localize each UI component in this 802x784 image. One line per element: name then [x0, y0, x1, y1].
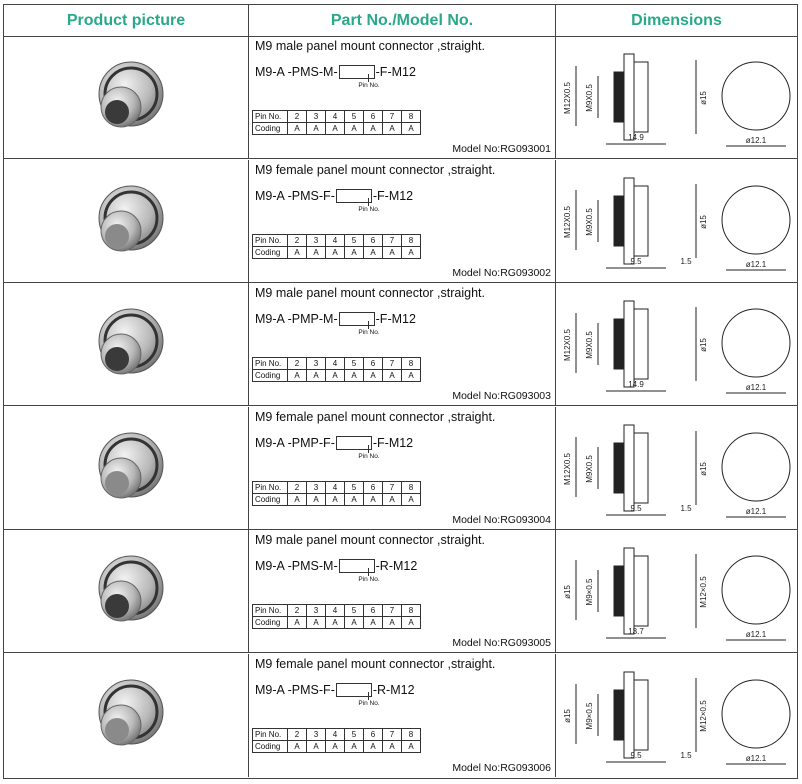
dim-label-c: ø15	[699, 214, 708, 229]
dim-label-b: M9X0.5	[585, 84, 594, 112]
coding-cell: A	[326, 617, 345, 629]
pin-row	[253, 728, 421, 740]
part-code-suffix: -R-M12	[375, 559, 418, 573]
part-code	[255, 559, 417, 573]
connector-image	[81, 176, 171, 266]
product-picture-cell	[4, 407, 249, 529]
table-header	[4, 5, 797, 37]
pin-cell: 8	[402, 481, 421, 493]
part-code	[255, 312, 416, 326]
pin-coding-table	[252, 728, 421, 753]
pin-cell: 2	[288, 111, 307, 123]
dim-label-f: ø12.1	[745, 383, 767, 392]
dim-label-c: ø15	[699, 91, 708, 105]
pin-number-box	[336, 189, 372, 203]
dim-label-f: ø12.1	[745, 259, 767, 269]
pin-row	[253, 111, 421, 123]
pin-coding-table	[252, 604, 421, 629]
connector-image	[81, 546, 171, 636]
coding-cell: A	[364, 617, 383, 629]
coding-cell: A	[288, 370, 307, 382]
pin-cell: 4	[326, 728, 345, 740]
coding-cell: A	[345, 493, 364, 505]
coding-cell: Coding	[253, 740, 288, 752]
pin-cell: 6	[364, 234, 383, 246]
coding-cell: A	[402, 740, 421, 752]
coding-cell: A	[307, 246, 326, 258]
table-row	[4, 36, 797, 159]
dim-label-a: M12X0.5	[563, 452, 572, 485]
header-product-picture: Product picture	[4, 5, 249, 36]
pin-cell: 6	[364, 111, 383, 123]
pin-number-box	[339, 312, 375, 326]
dim-label-a: ø15	[563, 585, 572, 599]
dim-label-b: M9X0.5	[585, 207, 594, 236]
table-row	[4, 407, 797, 530]
header-dimensions: Dimensions	[631, 11, 722, 29]
table-row	[4, 654, 797, 777]
product-picture-cell	[4, 530, 249, 652]
dim-label-a: ø15	[563, 708, 572, 723]
coding-cell: A	[402, 370, 421, 382]
pin-cell: 4	[326, 358, 345, 370]
pin-no-label: Pin No.	[349, 453, 389, 460]
coding-cell: A	[288, 246, 307, 258]
product-title: M9 male panel mount connector ,straight.	[255, 39, 485, 53]
pin-cell: 5	[345, 605, 364, 617]
coding-cell: A	[402, 617, 421, 629]
coding-cell: A	[326, 123, 345, 135]
pin-cell: 5	[345, 111, 364, 123]
dimension-drawing	[556, 654, 800, 776]
dim-label-d: 14.9	[628, 133, 644, 142]
model-number: Model No:RG093002	[452, 266, 551, 279]
coding-cell: A	[288, 740, 307, 752]
pin-cell: 4	[326, 605, 345, 617]
dim-label-a: M12X0.5	[563, 328, 572, 362]
pin-row	[253, 481, 421, 493]
part-code-suffix: -F-M12	[372, 188, 414, 203]
pin-cell: Pin No.	[253, 481, 288, 493]
connector-image	[81, 299, 171, 389]
pin-cell: 7	[383, 358, 402, 370]
dim-label-b: M9X0.5	[585, 331, 594, 359]
coding-cell: A	[364, 123, 383, 135]
model-number: Model No:RG093005	[452, 637, 551, 649]
part-code-suffix: -F-M12	[375, 65, 416, 79]
table-row	[4, 530, 797, 653]
pin-cell: 3	[307, 728, 326, 740]
coding-cell: A	[364, 246, 383, 258]
part-code-prefix: M9-A -PMS-F-	[255, 682, 335, 697]
part-code-prefix: M9-A -PMS-M-	[255, 559, 338, 573]
dim-label-c: ø15	[699, 461, 708, 476]
coding-cell: A	[383, 740, 402, 752]
part-code-prefix: M9-A -PMP-F-	[255, 435, 335, 450]
pin-cell: Pin No.	[253, 728, 288, 740]
coding-cell: Coding	[253, 370, 288, 382]
coding-row	[253, 370, 421, 382]
model-number: Model No:RG093003	[452, 390, 551, 402]
product-title: M9 female panel mount connector ,straight.	[255, 656, 496, 671]
pin-cell: 7	[383, 111, 402, 123]
coding-row	[253, 123, 421, 135]
coding-cell: A	[402, 246, 421, 258]
dimensions-cell	[556, 654, 797, 777]
product-title: M9 male panel mount connector ,straight.	[255, 286, 485, 300]
coding-cell: A	[383, 617, 402, 629]
dim-label-f: ø12.1	[745, 136, 767, 145]
coding-cell: A	[288, 493, 307, 505]
pin-row	[253, 605, 421, 617]
part-code-suffix: -R-M12	[372, 682, 415, 697]
pin-cell: 7	[383, 728, 402, 740]
pin-no-label: Pin No.	[349, 82, 389, 89]
pin-cell: 4	[326, 481, 345, 493]
product-picture-cell	[4, 283, 249, 405]
dim-label-e: 1.5	[680, 256, 692, 266]
coding-cell: A	[402, 493, 421, 505]
connector-image	[81, 52, 171, 142]
part-code-prefix: M9-A -PMS-M-	[255, 65, 338, 79]
dim-label-b: M9×0.5	[585, 578, 594, 606]
dimensions-cell	[556, 283, 797, 405]
pin-cell: 8	[402, 358, 421, 370]
part-code-prefix: M9-A -PMP-M-	[255, 312, 338, 326]
part-code-suffix: -F-M12	[372, 435, 414, 450]
model-number: Model No:RG093001	[452, 143, 551, 155]
dimensions-cell	[556, 530, 797, 652]
coding-row	[253, 246, 421, 258]
coding-cell: A	[345, 123, 364, 135]
dimension-drawing	[556, 160, 800, 282]
part-code-prefix: M9-A -PMS-F-	[255, 188, 335, 203]
part-number-cell	[249, 530, 556, 652]
coding-cell: A	[326, 740, 345, 752]
dimension-drawing	[556, 36, 800, 158]
pin-cell: 3	[307, 358, 326, 370]
pin-coding-table	[252, 481, 421, 506]
pin-cell: 2	[288, 481, 307, 493]
coding-cell: Coding	[253, 246, 288, 258]
coding-row	[253, 493, 421, 505]
coding-cell: A	[307, 740, 326, 752]
pin-cell: 8	[402, 605, 421, 617]
coding-cell: A	[383, 246, 402, 258]
dim-label-f: ø12.1	[745, 753, 767, 763]
coding-cell: A	[364, 740, 383, 752]
dim-label-c: M12×0.5	[699, 576, 708, 608]
pin-row	[253, 234, 421, 246]
dim-label-e: 1.5	[680, 503, 692, 513]
pin-coding-table	[252, 234, 421, 259]
coding-cell: A	[402, 123, 421, 135]
pin-coding-table	[252, 357, 421, 382]
dim-label-d: 9.5	[630, 256, 642, 266]
part-code	[255, 436, 413, 450]
dimension-drawing	[556, 407, 800, 529]
pin-number-box	[339, 65, 375, 79]
table-row	[4, 160, 797, 283]
part-code	[255, 683, 415, 697]
part-code	[255, 65, 416, 79]
pin-number-box	[339, 559, 375, 573]
coding-cell: A	[288, 123, 307, 135]
dim-label-f: ø12.1	[745, 630, 767, 639]
header-part-no: Part No./Model No.	[249, 5, 556, 36]
dimensions-cell	[556, 160, 797, 282]
product-title: M9 female panel mount connector ,straight.	[255, 409, 496, 424]
pin-cell: 5	[345, 481, 364, 493]
coding-cell: A	[307, 123, 326, 135]
pin-cell: Pin No.	[253, 358, 288, 370]
pin-cell: 3	[307, 234, 326, 246]
coding-cell: Coding	[253, 493, 288, 505]
pin-cell: 6	[364, 358, 383, 370]
connector-image	[81, 423, 171, 513]
dim-label-a: M12X0.5	[563, 205, 572, 238]
product-title: M9 male panel mount connector ,straight.	[255, 533, 485, 547]
coding-cell: A	[288, 617, 307, 629]
pin-cell: 5	[345, 728, 364, 740]
coding-cell: A	[383, 123, 402, 135]
pin-no-label: Pin No.	[349, 329, 389, 336]
table-row	[4, 283, 797, 406]
model-number: Model No:RG093004	[452, 513, 551, 526]
pin-cell: 2	[288, 605, 307, 617]
coding-cell: A	[326, 246, 345, 258]
coding-cell: A	[364, 493, 383, 505]
dim-label-a: M12X0.5	[563, 81, 572, 115]
part-code-suffix: -F-M12	[375, 312, 416, 326]
pin-cell: Pin No.	[253, 605, 288, 617]
pin-cell: 7	[383, 605, 402, 617]
dim-label-b: M9×0.5	[585, 702, 594, 729]
product-picture-cell	[4, 160, 249, 282]
table-body	[4, 36, 797, 778]
pin-no-label: Pin No.	[349, 700, 389, 707]
coding-cell: A	[326, 370, 345, 382]
coding-cell: A	[364, 370, 383, 382]
dim-label-d: 13.7	[628, 627, 644, 636]
dim-label-d: 9.5	[630, 503, 642, 513]
pin-no-label: Pin No.	[349, 206, 389, 213]
coding-cell: Coding	[253, 123, 288, 135]
catalog-table	[3, 4, 798, 779]
coding-cell: A	[345, 370, 364, 382]
dim-label-e: 1.5	[680, 750, 692, 760]
dimensions-cell	[556, 407, 797, 529]
pin-cell: 3	[307, 111, 326, 123]
pin-cell: 7	[383, 234, 402, 246]
pin-number-box	[336, 436, 372, 450]
coding-row	[253, 740, 421, 752]
product-picture-cell	[4, 654, 249, 777]
dim-label-b: M9X0.5	[585, 454, 594, 483]
model-number: Model No:RG093006	[452, 761, 551, 774]
pin-cell: 2	[288, 234, 307, 246]
pin-row	[253, 358, 421, 370]
pin-no-label: Pin No.	[349, 576, 389, 583]
coding-cell: A	[307, 493, 326, 505]
part-code	[255, 189, 413, 203]
pin-cell: 4	[326, 234, 345, 246]
pin-cell: 8	[402, 111, 421, 123]
pin-cell: 8	[402, 728, 421, 740]
dim-label-d: 9.5	[630, 750, 642, 760]
dim-label-d: 14.9	[628, 380, 644, 389]
coding-cell: A	[307, 370, 326, 382]
part-number-cell	[249, 36, 556, 158]
dimensions-cell	[556, 36, 797, 158]
pin-cell: 2	[288, 728, 307, 740]
coding-row	[253, 617, 421, 629]
coding-cell: A	[345, 246, 364, 258]
pin-cell: 3	[307, 481, 326, 493]
pin-cell: 7	[383, 481, 402, 493]
connector-image	[81, 670, 171, 760]
part-number-cell	[249, 654, 556, 777]
coding-cell: A	[345, 617, 364, 629]
pin-coding-table	[252, 110, 421, 135]
coding-cell: A	[307, 617, 326, 629]
dim-label-c: M12×0.5	[699, 699, 708, 732]
pin-cell: 2	[288, 358, 307, 370]
coding-cell: A	[326, 493, 345, 505]
pin-number-box	[336, 683, 372, 697]
pin-cell: Pin No.	[253, 234, 288, 246]
coding-cell: Coding	[253, 617, 288, 629]
dimension-drawing	[556, 283, 800, 405]
pin-cell: 3	[307, 605, 326, 617]
dim-label-f: ø12.1	[745, 506, 767, 516]
pin-cell: 6	[364, 481, 383, 493]
part-number-cell	[249, 160, 556, 282]
pin-cell: 4	[326, 111, 345, 123]
pin-cell: 8	[402, 234, 421, 246]
product-title: M9 female panel mount connector ,straight.	[255, 162, 496, 177]
pin-cell: 5	[345, 358, 364, 370]
part-number-cell	[249, 283, 556, 405]
dim-label-c: ø15	[699, 338, 708, 352]
pin-cell: 6	[364, 728, 383, 740]
coding-cell: A	[383, 493, 402, 505]
product-picture-cell	[4, 36, 249, 158]
dimension-drawing	[556, 530, 800, 652]
pin-cell: Pin No.	[253, 111, 288, 123]
coding-cell: A	[383, 370, 402, 382]
part-number-cell	[249, 407, 556, 529]
pin-cell: 5	[345, 234, 364, 246]
coding-cell: A	[345, 740, 364, 752]
pin-cell: 6	[364, 605, 383, 617]
